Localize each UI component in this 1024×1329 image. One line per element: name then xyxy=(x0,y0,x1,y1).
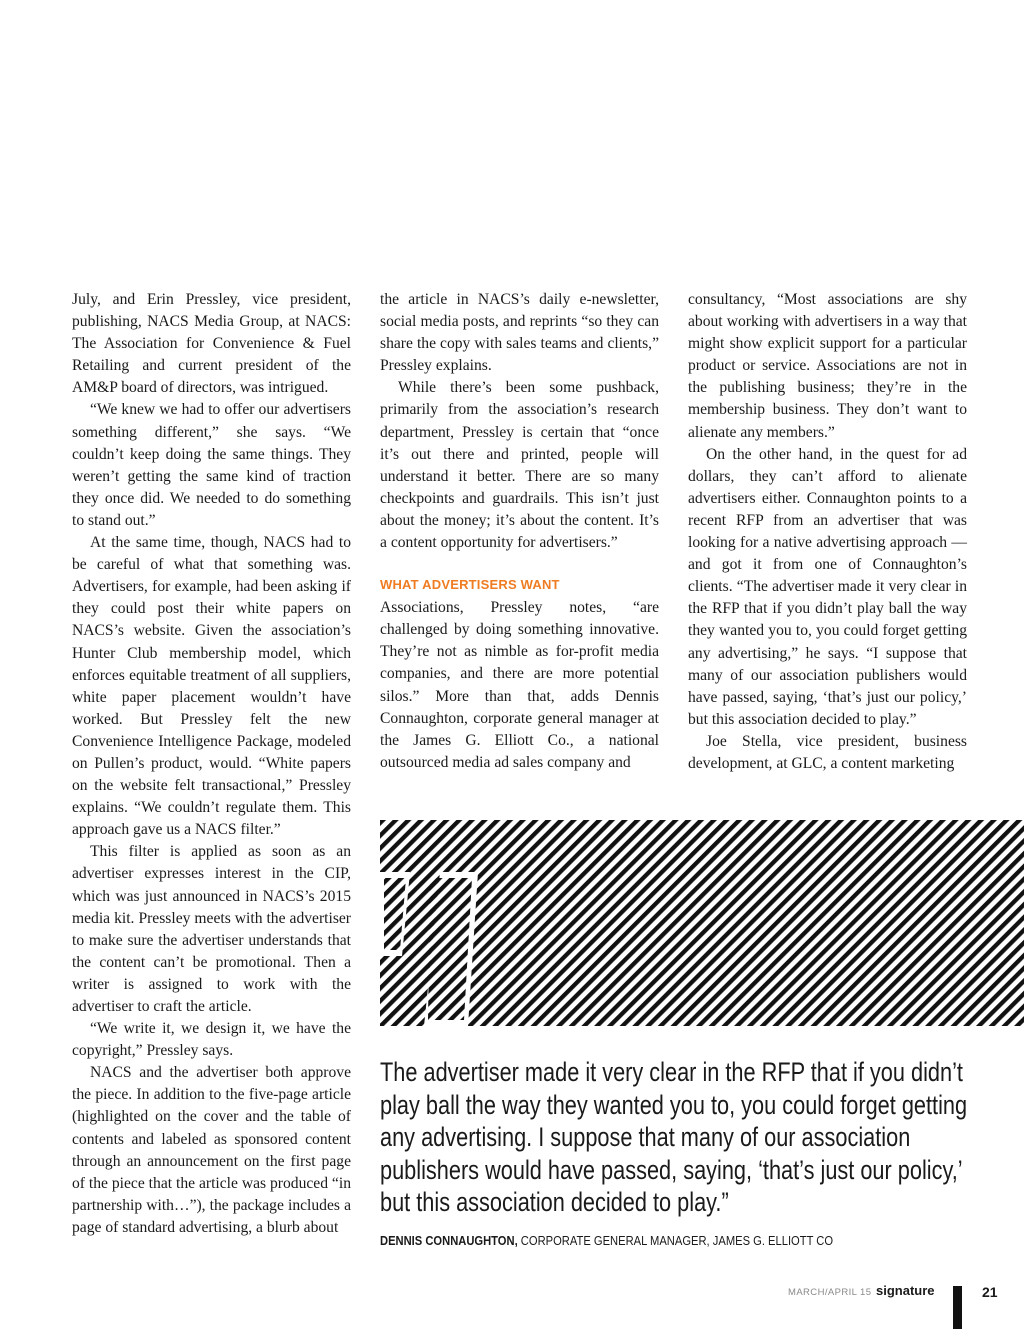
attribution-name: DENNIS CONNAUGHTON, xyxy=(380,1233,518,1248)
paragraph: “We write it, we design it, we have the copyright,” Pressley says. xyxy=(72,1020,351,1060)
article-column-2 xyxy=(380,289,659,774)
paragraph: This filter is applied as soon as an advertiser expresses interest in the CIP, which was just announced in NACS’s 2015 media kit. Pressley meets with the advertiser to make sure the advertiser understands that the content can’t be promotional. Then a writer is assigned to work with the advertiser to craft the article. xyxy=(72,843,351,1015)
article-column-1 xyxy=(72,289,351,1239)
paragraph: Joe Stella, vice president, business development, at GLC, a content marketing xyxy=(688,732,967,772)
quote-glyph xyxy=(380,820,1024,1026)
attribution-title: CORPORATE GENERAL MANAGER, JAMES G. ELLIOTT CO xyxy=(520,1233,834,1248)
paragraph: consultancy, “Most associations are shy about working with advertisers in a way that might show explicit support for a particular product or service. Associations are not in the publishing business; they’re in the membership business. They don’t want to alienate any members.” xyxy=(688,291,967,441)
paragraph: At the same time, though, NACS had to be careful of what that something was. Advertisers, for example, had been asking if they could post their white papers on NACS’s website. Given the association’s Hunter Club membership model, which enforces equitable treatment of all suppliers, white paper placement wouldn’t have worked. But Pressley felt the new Convenience Intelligence Package, modeled on Pullen’s product, would. “White papers on the website felt transactional,” Pressley explains. “We couldn’t regulate them. This approach gave us a NACS filter.” xyxy=(72,534,351,839)
section-subhead: WHAT ADVERTISERS WANT xyxy=(380,577,560,593)
quote-mark-stripe-graphic xyxy=(380,820,1024,1026)
pull-quote-attribution xyxy=(380,1233,833,1248)
footer-magazine-name: signature xyxy=(876,1283,935,1298)
paragraph: Associations, Pressley notes, “are challenged by doing something innovative. They’re not as nimble as for-profit media companies, and there are more potential silos.” More than that, adds Dennis Connaughton, corporate general manager at the James G. Elliott Co., a national outsourced media ad sales company and xyxy=(380,599,659,771)
article-column-3 xyxy=(688,289,967,775)
footer-issue-date: MARCH/APRIL 15 xyxy=(788,1287,872,1298)
footer-divider-bar xyxy=(953,1286,962,1329)
pull-quote: The advertiser made it very clear in the RFP that if you didn’t play ball the way they wanted you to, you could forget getting any advertising. I suppose that many of our association publishers would have passed, saying, ‘that’s just our policy,’ but this association decided to play.” xyxy=(380,1057,968,1217)
paragraph: July, and Erin Pressley, vice president, publishing, NACS Media Group, at NACS: The Association for Convenience & Fuel Retailing and current president of the AM&P board of directors, was intrigued. xyxy=(72,291,351,397)
paragraph: the article in NACS’s daily e-newsletter, social media posts, and reprints “so they can share the copy with sales teams and clients,” Pressley explains. xyxy=(380,291,659,375)
paragraph: While there’s been some pushback, primarily from the association’s research department, Pressley is certain that “once it’s out there and printed, people will understand it better. There are so many checkpoints and guardrails. This isn’t just about the money; it’s about the content. It’s a content opportunity for advertisers.” xyxy=(380,379,659,552)
paragraph: NACS and the advertiser both approve the piece. In addition to the five-page article (highlighted on the cover and the table of contents and labeled as sponsored content through an announcement on the first page of the piece that the article was produced “in partnership with…”), the package includes a page of standard advertising, a blurb about xyxy=(72,1064,351,1236)
page-number: 21 xyxy=(982,1284,998,1300)
paragraph: “We knew we had to offer our advertisers something different,” she says. “We couldn’t keep doing the same things. They weren’t getting the same kind of traction they once did. We needed to do something to stand out.” xyxy=(72,401,351,529)
paragraph: On the other hand, in the quest for ad dollars, they can’t afford to alienate advertisers either. Connaughton points to a recent RFP from an advertiser that was looking for a native advertising approach — and got it from one of Connaughton’s clients. “The advertiser made it very clear in the RFP that if you didn’t play ball the way they wanted you to, you could forget getting any advertising,” he says. “I suppose that many of our association publishers would have passed, saying, ‘that’s just our policy,’ but this association decided to play.” xyxy=(688,445,967,728)
